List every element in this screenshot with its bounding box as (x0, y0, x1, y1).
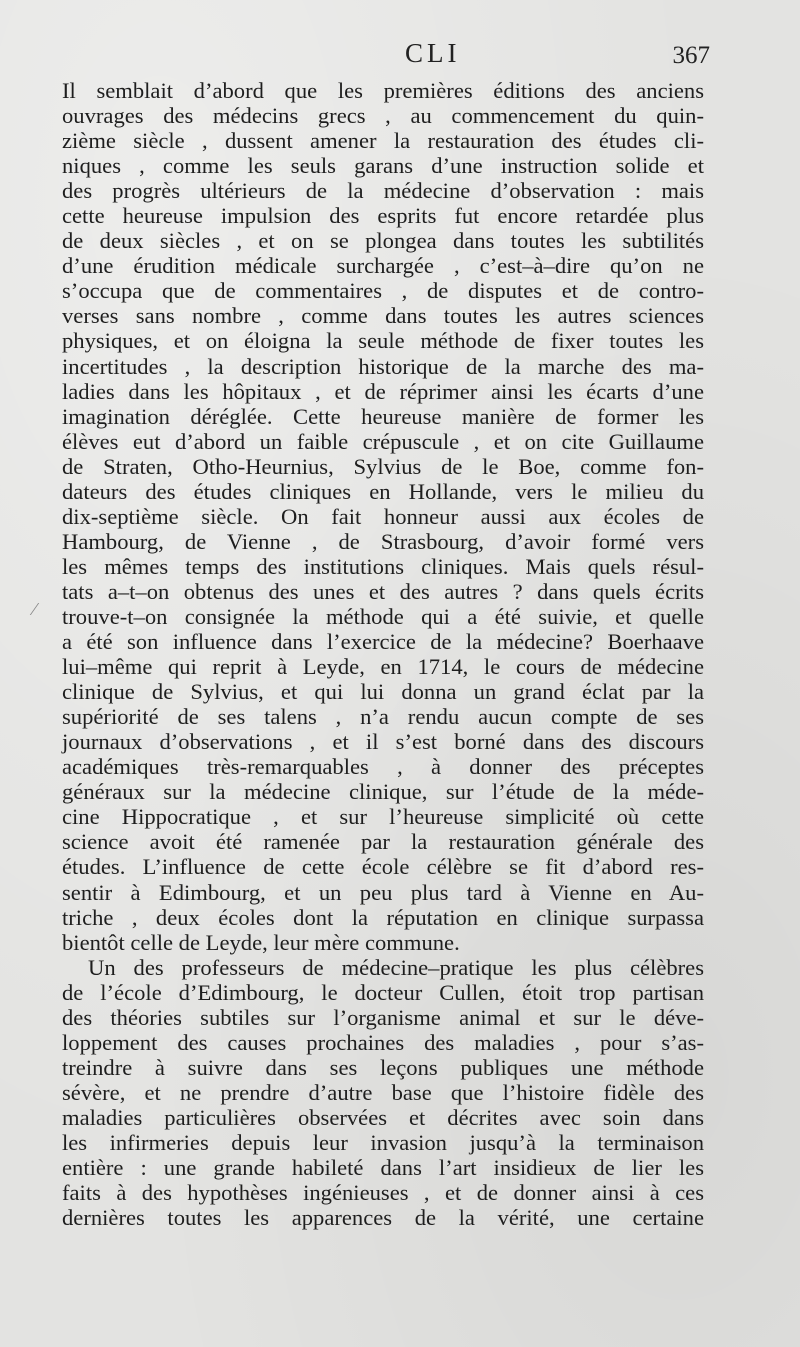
text-line: études. L’influence de cette école célèbre se fit d’abord res- (62, 854, 704, 880)
paragraph-1 (62, 78, 704, 955)
text-line: niques , comme les seuls garans d’une instruction solide et (62, 153, 704, 179)
text-line: généraux sur la médecine clinique, sur l’étude de la méde- (62, 779, 704, 805)
text-line: imagination déréglée. Cette heureuse manière de former les (62, 403, 704, 429)
text-line: treindre à suivre dans ses leçons publiques une méthode (62, 1054, 704, 1080)
text-line: supériorité de ses talens , n’a rendu aucun compte de ses (62, 704, 704, 730)
text-line: Un des professeurs de médecine–pratique les plus célèbres (88, 954, 704, 980)
text-line: tats a–t–on obtenus des unes et des autres ? dans quels écrits (62, 578, 704, 604)
text-line: science avoit été ramenée par la restauration générale des (62, 829, 704, 855)
text-line: de l’école d’Edimbourg, le docteur Cullen, étoit trop partisan (62, 979, 704, 1005)
text-line: verses sans nombre , comme dans toutes les autres sciences (62, 303, 704, 329)
text-line: sévère, et ne prendre d’autre base que l’histoire fidèle des (62, 1079, 704, 1105)
text-line: de Straten, Otho-Heurnius, Sylvius de le Boe, comme fon- (62, 453, 704, 479)
text-line: entière : une grande habileté dans l’art insidieux de lier les (62, 1155, 704, 1181)
text-line: académiques très-remarquables , à donner des préceptes (62, 754, 704, 780)
text-line: élèves eut d’abord un faible crépuscule , et on cite Guillaume (62, 428, 704, 454)
text-line: s’occupa que de commentaires , de disputes et de contro- (62, 278, 704, 304)
text-line: cine Hippocratique , et sur l’heureuse simplicité où cette (62, 804, 704, 830)
text-line: les mêmes temps des institutions cliniques. Mais quels résul- (62, 553, 704, 579)
text-line: physiques, et on éloigna la seule méthode de fixer toutes les (62, 328, 704, 354)
signature-mark: CLI (405, 38, 461, 68)
text-line: faits à des hypothèses ingénieuses , et de donner ainsi à ces (62, 1180, 704, 1206)
text-line: ladies dans les hôpitaux , et de réprimer ainsi les écarts d’une (62, 378, 704, 404)
text-line: des théories subtiles sur l’organisme animal et sur le déve- (62, 1004, 704, 1030)
margin-mark (30, 603, 49, 615)
text-line: triche , deux écoles dont la réputation en clinique surpassa (62, 904, 704, 930)
text-line: les infirmeries depuis leur invasion jusqu’à la terminaison (62, 1129, 704, 1155)
text-line: ouvrages des médecins grecs , au commencement du quin- (62, 103, 704, 129)
text-line: Hambourg, de Vienne , de Strasbourg, d’avoir formé vers (62, 528, 704, 554)
page-number: 367 (672, 42, 710, 69)
text-line: cette heureuse impulsion des esprits fut encore retardée plus (62, 203, 704, 229)
text-line: sentir à Edimbourg, et un peu plus tard à Vienne en Au- (62, 879, 704, 905)
paragraph-2 (62, 955, 704, 1231)
text-line: loppement des causes prochaines des maladies , pour s’as- (62, 1029, 704, 1055)
text-line: de deux siècles , et on se plongea dans toutes les subtilités (62, 228, 704, 254)
text-line: zième siècle , dussent amener la restauration des études cli- (62, 128, 704, 154)
text-line: dateurs des études cliniques en Hollande, vers le milieu du (62, 478, 704, 504)
text-line: a été son influence dans l’exercice de la médecine? Boerhaave (62, 629, 704, 655)
text-line: clinique de Sylvius, et qui lui donna un grand éclat par la (62, 679, 704, 705)
text-line: trouve-t–on consignée la méthode qui a été suivie, et quelle (62, 603, 704, 629)
text-line: incertitudes , la description historique de la marche des ma- (62, 353, 704, 379)
text-line: bientôt celle de Leyde, leur mère commune. (62, 929, 460, 955)
text-line: dix-septième siècle. On fait honneur aussi aux écoles de (62, 503, 704, 529)
text-line: lui–même qui reprit à Leyde, en 1714, le cours de médecine (62, 654, 704, 680)
running-head (60, 38, 710, 78)
text-line: dernières toutes les apparences de la vérité, une certaine (62, 1205, 704, 1231)
text-line: des progrès ultérieurs de la médecine d’observation : mais (62, 178, 704, 204)
text-line: maladies particulières observées et décrites avec soin dans (62, 1104, 704, 1130)
text-line: d’une érudition médicale surchargée , c’est–à–dire qu’on ne (62, 253, 704, 279)
text-line: journaux d’observations , et il s’est borné dans des discours (62, 729, 704, 755)
text-line: Il semblait d’abord que les premières éditions des anciens (62, 78, 704, 103)
body-text (62, 78, 704, 1230)
